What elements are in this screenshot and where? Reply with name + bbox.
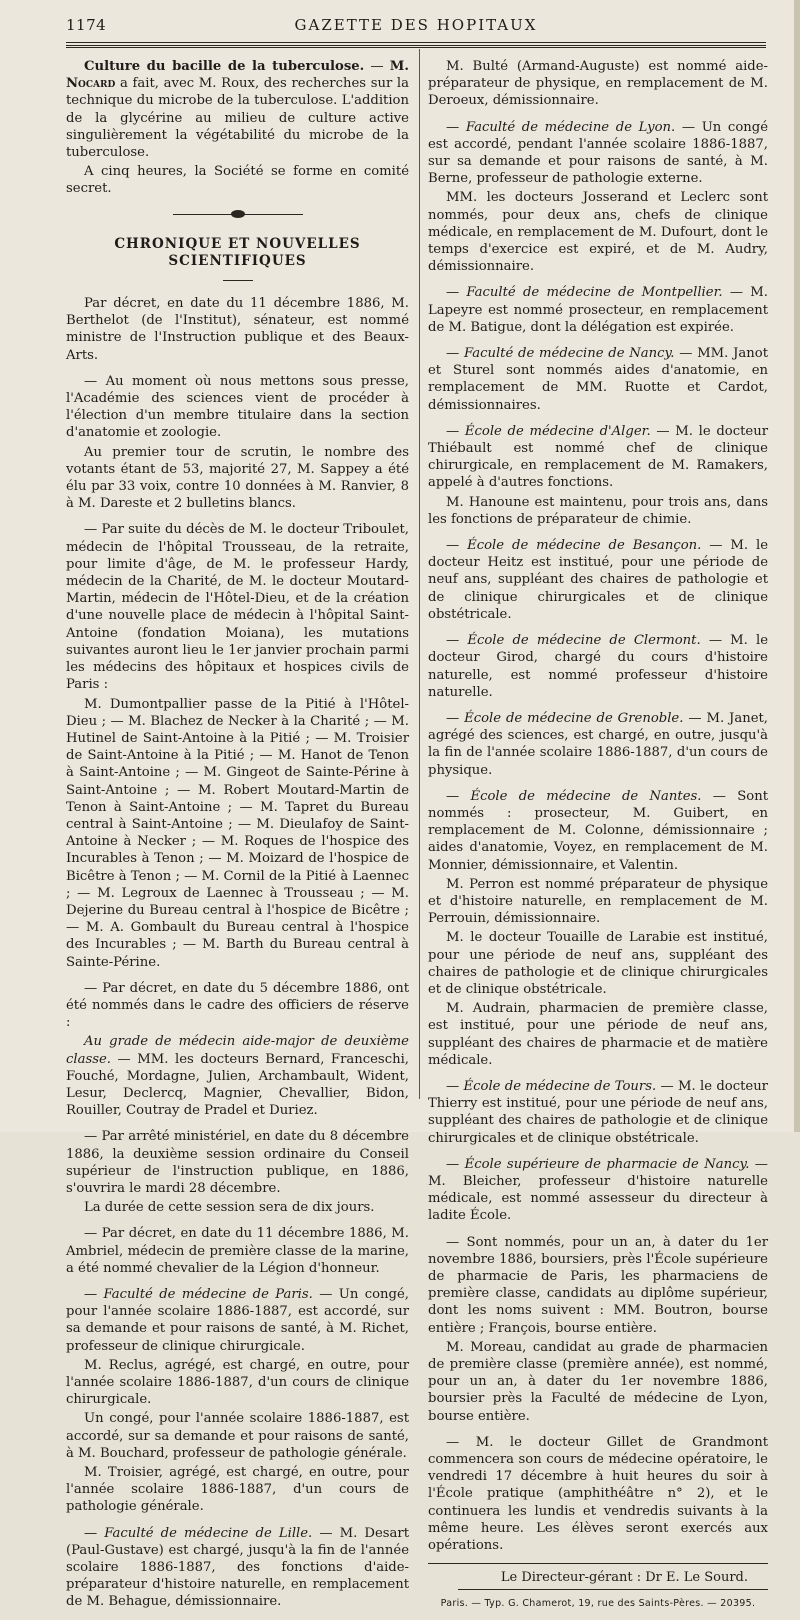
paragraph: M. Reclus, agrégé, est chargé, en outre, pour l'année scolaire 1886-1887, d'un cours de clinique chirurgicale. [66,1357,409,1408]
culture-author: M. Nocard [66,59,409,92]
paragraph-heading: — École de médecine d'Alger. [446,423,651,439]
paragraph: — Par décret, en date du 5 décembre 1886, ont été nommés dans le cadre des officiers de réserve : [66,980,409,1031]
paragraph [428,632,768,701]
paragraph [66,1033,409,1119]
paragraph: M. Audrain, pharmacien de première classe, est institué, pour une période de neuf ans, suppléant des chaires de pharmacie et de matière médicale. [428,1001,768,1068]
paragraph: Par décret, en date du 11 décembre 1886, M. Berthelot (de l'Institut), sénateur, est nommé ministre de l'Instruction publique et des Beaux-Arts. [66,296,409,363]
director-signature: Le Directeur-gérant : Dr E. Le Sourd. [500,1570,748,1586]
paragraph-heading: — École de médecine de Besançon. [446,538,702,554]
paragraph: M. Hanoune est maintenu, pour trois ans, dans les fonctions de préparateur de chimie. [428,494,768,527]
paragraph-heading: — École de médecine de Grenoble. [446,710,684,726]
paragraph: M. Perron est nommé préparateur de physique et d'histoire naturelle, en remplacement de M. Perrouin, démissionnaire. [428,876,768,927]
section-title: CHRONIQUE ET NOUVELLES SCIENTIFIQUES [114,235,361,269]
ornament-divider [173,210,303,220]
paragraph: — Au moment où nous mettons sous presse, l'Académie des sciences vient de procéder à l'élection d'un membre titulaire dans la section d'anatomie et zoologie. [66,373,409,441]
section-short-rule [223,280,253,281]
page-header [66,16,766,40]
paragraph: — Par arrêté ministériel, en date du 8 décembre 1886, la deuxième session ordinaire du Conseil supérieur de l'instruction publique, en 1886, s'ouvrira le mardi 28 décembre. [66,1129,409,1196]
paragraph [428,284,768,336]
paragraph: MM. les docteurs Josserand et Leclerc sont nommés, pour deux ans, chefs de clinique médicale, en remplacement de M. Dufourt, dont le temps d'exercice est expiré, et de M. Audry, démissionnaire. [428,190,768,275]
paragraph-text: — M. Lapeyre est nommé prosecteur, en remplacement de M. Batigue, dont la délégation est expirée. [428,285,768,335]
paragraph-text: — M. le docteur Girod, chargé du cours d'histoire naturelle, est nommé professeur d'histoire naturelle. [428,633,768,700]
paragraph [428,119,768,188]
closing-line: A cinq heures, la Société se forme en comité secret. [66,164,409,197]
paragraph-heading: — Faculté de médecine de Lille. [84,1525,313,1541]
paragraph-text: — M. le docteur Thierry est institué, pour une période de neuf ans, suppléant des chaires de pathologie et de clinique chirurgicales et de clinique obstétricale. [428,1078,768,1146]
paragraph: M. Moreau, candidat au grade de pharmacien de première classe (première année), est nommé, pour un an, à dater du 1er novembre 1886, boursier près la Faculté de médecine de Lyon, bourse entière. [428,1339,768,1424]
journal-title: GAZETTE DES HOPITAUX [294,16,538,34]
paragraph [428,1078,768,1147]
paragraph-text: — MM. Janot et Sturel sont nommés aides d'anatomie, en remplacement de MM. Ruotte et Cardot, démissionnaires. [428,346,768,413]
paragraph: M. Troisier, agrégé, est chargé, en outre, pour l'année scolaire 1886-1887, d'un cours de pathologie générale. [66,1465,409,1515]
paragraph: — Sont nommés, pour un an, à dater du 1er novembre 1886, boursiers, près l'École supérieure de pharmacie de Paris, les pharmaciens de première classe, candidats au diplôme supérieur, dont les noms suivent : MM. Boutron, bourse entière ; François, bourse entière. [428,1234,768,1336]
page-edge [794,0,800,1132]
paragraph-text: — MM. les docteurs Bernard, Franceschi, Fouché, Mordagne, Julien, Archambault, Wident, Lesur, Declercq, Magnier, Chevallier, Bidon, Rouiller, Coutray de Pradel et Duriez. [66,1051,409,1119]
culture-text: a fait, avec M. Roux, des recherches sur la technique du microbe de la tuberculose. L'addition de la glycérine au milieu de culture active singulièrement la végétabilité du microbe de la tuberculose. [66,76,409,161]
paragraph-heading: Au grade de médecin aide-major de deuxième classe. [66,1034,409,1067]
paragraph-text: — M. Bleicher, professeur d'histoire naturelle médicale, est nommé assesseur du directeur à ladite École. [428,1156,768,1224]
printer-imprint: Paris. — Typ. G. Chamerot, 19, rue des Saints-Pères. — 20395. [440,1598,756,1610]
paragraph [428,423,768,492]
paragraph-text: — Sont nommés : prosecteur, M. Guibert, en remplacement de M. Colonne, démissionnaire ; aides d'anatomie, Voyez, en remplacement de M. Monnier, démissionnaire, et Valentin. [428,788,769,873]
paragraph: — Par suite du décès de M. le docteur Triboulet, médecin de l'hôpital Trousseau, de la retraite, pour limite d'âge, de M. le professeur Hardy, médecin de la Charité, de M. le docteur Moutard-Martin, médecin de l'Hôtel-Dieu, et de la création d'une nouvelle place de médecin à l'hôpital Saint-Antoine (fondation Moiana), les mutations suivantes auront lieu le 1er janvier prochain parmi les médecins des hôpitaux et hospices civils de Paris : [66,522,409,693]
paragraph-heading: — Faculté de médecine de Lyon. [446,119,676,135]
paragraph: Au premier tour de scrutin, le nombre des votants étant de 53, majorité 27, M. Sappey a été élu par 33 voix, contre 10 données à M. Ranvier, 8 à M. Dareste et 2 bulletins blancs. [66,444,409,512]
paragraph-text: — M. Desart (Paul-Gustave) est chargé, jusqu'à la fin de l'année scolaire 1886-1887, des fonctions d'aide-préparateur d'histoire naturelle, en remplacement de M. Behague, démissionnaire. [66,1525,409,1610]
paragraph-text: — M. le docteur Thiébault est nommé chef de clinique chirurgicale, en remplacement de M. Ramakers, appelé à d'autres fonctions. [428,423,769,491]
paragraph-text: — Un congé est accordé, pendant l'année scolaire 1886-1887, sur sa demande et pour raisons de santé, à M. Berne, professeur de pathologie externe. [428,119,768,187]
right-column [428,58,768,1613]
paragraph-heading: — École de médecine de Tours. [446,1078,657,1094]
paragraph-heading: — Faculté de médecine de Montpellier. [446,285,723,301]
paragraph: M. Bulté (Armand-Auguste) est nommé aide-préparateur de physique, en remplacement de M. Deroeux, démissionnaire. [428,59,768,109]
paragraph-text: — Un congé, pour l'année scolaire 1886-1887, est accordé, sur sa demande et pour raisons de santé, à M. Richet, professeur de clinique chirurgicale. [66,1287,409,1354]
paragraph: Un congé, pour l'année scolaire 1886-1887, est accordé, sur sa demande et pour raisons de santé, à M. Bouchard, professeur de pathologie générale. [66,1411,409,1461]
page-number: 1174 [66,16,107,34]
paragraph [66,1525,409,1611]
signature-rule [428,1563,768,1564]
header-rule [66,42,766,43]
paragraph: M. le docteur Touaille de Larabie est institué, pour une période de neuf ans, suppléant des chaires de pathologie et de clinique chirurgicales et de clinique obstétricale. [428,930,768,997]
paragraph: — M. le docteur Gillet de Grandmont commencera son cours de médecine opératoire, le vendredi 17 décembre à huit heures du soir à l'École pratique (amphithéâtre n° 2), et le continuera les lundis et vendredis suivants à la même heure. Les élèves seront exercés aux opérations. [428,1434,768,1554]
paragraph-heading: — École de médecine de Nantes. [446,788,702,804]
paragraph: La durée de cette session sera de dix jours. [84,1200,375,1216]
imprint-rule [458,1589,768,1590]
column-divider [419,49,420,1099]
culture-paragraph: Culture du bacille de la tuberculose. — M. Nocard a fait, avec M. Roux, des recherches sur la technique du microbe de la tuberculose. L'addition de la glycérine au milieu de culture active singulièrement la végétabilité du microbe de la tuberculose. [66,59,409,161]
paragraph [428,1156,768,1225]
paragraph-text: — M. le docteur Heitz est institué, pour une période de neuf ans, suppléant des chaires de pathologie et de clinique chirurgicales et de clinique obstétricale. [428,538,769,622]
paragraph: M. Dumontpallier passe de la Pitié à l'Hôtel-Dieu ; — M. Blachez de Necker à la Charité ; — M. Hutinel de Saint-Antoine à la Pitié ; — M. Troisier de Saint-Antoine à la Pitié ; — M. Hanot de Tenon à Saint-Antoine ; — M. Gingeot de Sainte-Périne à Saint-Antoine ; — M. Robert Moutard-Martin de Tenon à Saint-Antoine ; — M. Tapret du Bureau central à Saint-Antoine ; — M. Dieulafoy de Saint-Antoine à Necker ; — M. Roques de l'hospice des Incurables à Tenon ; — M. Moizard de l'hospice de Bicêtre à Tenon ; — M. Cornil de la Pitié à Laennec ; — M. Legroux de Laennec à Trousseau ; — M. Dejerine du Bureau central à l'hospice de Bicêtre ; — M. A. Gombault du Bureau central à l'hospice des Incurables ; — M. Barth du Bureau central à Sainte-Périne. [66,696,409,970]
paragraph-heading: — Faculté de médecine de Paris. [84,1287,313,1302]
culture-title: Culture du bacille de la tuberculose. [84,59,365,74]
paragraph-heading: — Faculté de médecine de Nancy. [446,346,675,362]
paragraph-heading: — École de médecine de Clermont. [446,633,701,649]
paragraph [428,537,768,623]
paragraph: — Par décret, en date du 11 décembre 1886, M. Ambriel, médecin de première classe de la marine, a été nommé chevalier de la Légion d'honneur. [66,1226,409,1276]
paragraph-heading: — École supérieure de pharmacie de Nancy. [446,1156,750,1172]
paragraph [428,710,768,779]
paragraph [428,345,768,414]
paragraph [66,1286,409,1355]
left-column [66,58,409,1620]
paragraph [428,788,768,874]
paragraph-text: — M. Janet, agrégé des sciences, est chargé, en outre, jusqu'à la fin de l'année scolaire 1886-1887, d'un cours de physique. [428,710,768,778]
header-double-rule [66,45,766,48]
